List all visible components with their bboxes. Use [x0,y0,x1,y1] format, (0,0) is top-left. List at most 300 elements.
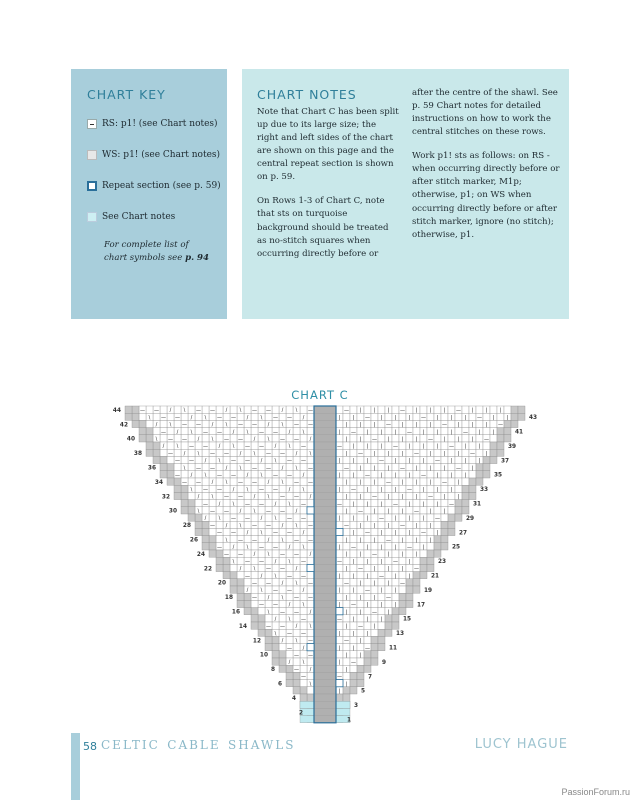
svg-text:—: — [273,602,278,609]
svg-text:—: — [407,486,412,493]
svg-text:|: | [422,515,425,522]
svg-text:|: | [443,450,446,457]
svg-text:—: — [456,407,461,414]
svg-text:|: | [380,414,383,421]
svg-text:—: — [266,522,271,529]
svg-text:|: | [387,465,390,472]
key-item-label: See Chart notes [102,211,176,222]
svg-text:\: \ [246,486,249,493]
svg-text:|: | [387,551,390,558]
svg-text:|: | [429,479,432,486]
svg-text:\: \ [246,544,249,551]
svg-text:\: \ [218,458,221,465]
svg-text:|: | [345,450,348,457]
svg-text:—: — [435,515,440,522]
svg-text:—: — [379,573,384,580]
svg-text:—: — [280,436,285,443]
svg-text:—: — [344,465,349,472]
row-label-right: 29 [466,515,475,522]
svg-text:|: | [415,465,418,472]
svg-text:|: | [443,436,446,443]
svg-text:\: \ [302,486,305,493]
svg-text:—: — [463,429,468,436]
svg-text:|: | [429,422,432,429]
svg-text:—: — [273,486,278,493]
svg-text:|: | [359,594,362,601]
svg-text:|: | [492,414,495,421]
svg-text:/: / [225,407,228,414]
svg-text:/: / [309,436,312,443]
svg-text:/: / [162,443,165,450]
svg-text:|: | [394,587,397,594]
svg-text:—: — [231,414,236,421]
svg-text:/: / [267,422,270,429]
row-label-left: 28 [182,523,191,530]
svg-text:\: \ [190,486,193,493]
svg-text:/: / [260,573,263,580]
svg-text:|: | [450,458,453,465]
svg-text:\: \ [302,602,305,609]
svg-text:—: — [400,580,405,587]
svg-text:|: | [380,616,383,623]
row-label-left: 22 [203,566,212,573]
svg-text:/: / [274,501,277,508]
svg-text:—: — [337,501,342,508]
svg-text:\: \ [190,429,193,436]
svg-text:|: | [387,580,390,587]
row-label-left: 16 [231,609,240,616]
svg-text:—: — [407,429,412,436]
svg-text:\: \ [176,443,179,450]
svg-text:/: / [309,551,312,558]
svg-text:—: — [294,666,299,673]
svg-text:—: — [266,407,271,414]
svg-text:/: / [246,472,249,479]
svg-text:/: / [288,429,291,436]
svg-text:|: | [338,515,341,522]
svg-text:\: \ [260,530,263,537]
svg-text:/: / [267,537,270,544]
key-item-ws [87,148,221,161]
svg-text:—: — [287,587,292,594]
svg-text:|: | [352,616,355,623]
svg-text:|: | [380,530,383,537]
svg-text:/: / [281,465,284,472]
svg-text:—: — [301,515,306,522]
row-label-left: 34 [154,479,163,486]
svg-text:|: | [408,501,411,508]
svg-text:—: — [428,494,433,501]
svg-text:—: — [484,436,489,443]
svg-text:|: | [401,422,404,429]
row-label-left: 18 [224,595,233,602]
svg-text:|: | [345,422,348,429]
notes-paragraph: after the centre of the shawl. See p. 59 Chart notes for detailed instructions on how to work the central stitches on these rows. [412,88,558,138]
svg-text:/: / [218,443,221,450]
svg-text:|: | [387,566,390,573]
svg-text:\: \ [225,479,228,486]
svg-text:|: | [359,551,362,558]
svg-text:|: | [429,407,432,414]
svg-text:—: — [301,573,306,580]
svg-text:/: / [246,530,249,537]
svg-text:—: — [294,479,299,486]
svg-text:—: — [308,465,313,472]
row-label-left: 2 [298,710,303,717]
svg-text:|: | [394,429,397,436]
row-label-right: 15 [403,616,412,623]
svg-text:|: | [436,486,439,493]
svg-text:—: — [280,566,285,573]
svg-text:|: | [436,443,439,450]
row-label-right: 17 [417,602,426,609]
svg-text:|: | [387,494,390,501]
svg-text:—: — [442,479,447,486]
svg-text:—: — [217,544,222,551]
svg-text:|: | [359,638,362,645]
svg-text:|: | [394,486,397,493]
svg-text:—: — [414,508,419,515]
row-label-right: 25 [452,544,461,551]
svg-text:|: | [443,465,446,472]
row-label-left: 30 [168,508,177,515]
svg-text:—: — [301,501,306,508]
svg-text:—: — [217,414,222,421]
svg-text:|: | [345,609,348,616]
svg-text:\: \ [302,429,305,436]
svg-text:/: / [253,551,256,558]
svg-text:—: — [308,422,313,429]
svg-text:|: | [366,544,369,551]
svg-text:|: | [401,494,404,501]
svg-text:|: | [338,630,341,637]
svg-text:\: \ [288,616,291,623]
svg-text:\: \ [239,522,242,529]
author-name: LUCY HAGUE [474,737,568,752]
row-label-right: 23 [438,559,447,566]
svg-text:—: — [224,494,229,501]
svg-text:|: | [471,436,474,443]
row-label-right: 9 [382,659,387,666]
svg-text:—: — [224,508,229,515]
svg-text:|: | [485,450,488,457]
svg-text:/: / [225,465,228,472]
notes-paragraph: Work p1! sts as follows: on RS - when occurring directly before or after stitch marker, M1p; otherwise, p1; on WS when occurring directly before or after stitch marker, ignore (no stitch); otherwise, p1. [412,151,560,240]
svg-text:|: | [436,530,439,537]
svg-text:|: | [373,422,376,429]
chart-key-panel [71,69,227,319]
svg-text:—: — [337,558,342,565]
svg-text:—: — [273,414,278,421]
svg-text:|: | [401,566,404,573]
svg-text:\: \ [295,407,298,414]
svg-text:/: / [274,558,277,565]
svg-text:|: | [366,486,369,493]
svg-text:|: | [352,443,355,450]
svg-text:/: / [211,422,214,429]
svg-text:|: | [429,508,432,515]
svg-text:|: | [338,602,341,609]
row-label-right: 33 [480,487,489,494]
svg-text:—: — [273,544,278,551]
row-label-left: 44 [112,407,121,414]
row-label-right: 37 [501,458,510,465]
svg-text:—: — [358,623,363,630]
svg-text:—: — [308,407,313,414]
svg-text:\: \ [239,465,242,472]
row-label-left: 24 [196,551,205,558]
svg-text:|: | [359,407,362,414]
rs-p1-symbol-icon [87,119,97,129]
notes-column-1 [257,106,399,272]
svg-text:/: / [281,407,284,414]
svg-text:—: — [400,407,405,414]
svg-text:\: \ [281,537,284,544]
row-label-right: 41 [515,429,524,436]
svg-text:/: / [288,602,291,609]
svg-text:—: — [210,522,215,529]
svg-text:|: | [408,573,411,580]
svg-text:|: | [345,494,348,501]
row-label-left: 12 [252,638,261,645]
svg-text:|: | [394,573,397,580]
svg-text:—: — [168,436,173,443]
svg-text:|: | [338,587,341,594]
svg-text:|: | [408,530,411,537]
svg-text:/: / [302,587,305,594]
svg-text:—: — [161,414,166,421]
book-title: celtic cable shawls [101,734,296,754]
row-label-left: 20 [217,580,226,587]
svg-text:—: — [393,443,398,450]
svg-text:—: — [280,450,285,457]
svg-text:|: | [436,501,439,508]
svg-text:—: — [245,515,250,522]
svg-text:—: — [386,537,391,544]
svg-text:|: | [352,414,355,421]
svg-text:—: — [259,602,264,609]
svg-text:|: | [373,522,376,529]
svg-text:—: — [154,407,159,414]
svg-text:|: | [352,472,355,479]
svg-text:/: / [204,458,207,465]
svg-text:—: — [301,630,306,637]
svg-text:|: | [429,450,432,457]
svg-text:|: | [373,479,376,486]
svg-text:—: — [161,429,166,436]
svg-text:—: — [294,652,299,659]
svg-text:|: | [422,544,425,551]
svg-text:/: / [309,666,312,673]
svg-text:|: | [394,414,397,421]
footnote-page-ref: p. 94 [185,253,210,264]
svg-text:—: — [266,566,271,573]
svg-text:—: — [210,508,215,515]
svg-text:\: \ [274,458,277,465]
svg-text:/: / [232,544,235,551]
svg-text:|: | [415,551,418,558]
svg-text:—: — [287,515,292,522]
svg-text:|: | [380,429,383,436]
svg-text:|: | [352,587,355,594]
svg-text:—: — [217,429,222,436]
svg-text:—: — [231,458,236,465]
svg-text:\: \ [260,472,263,479]
svg-text:—: — [196,479,201,486]
svg-text:|: | [359,580,362,587]
svg-text:|: | [366,630,369,637]
svg-text:/: / [267,594,270,601]
svg-text:|: | [352,630,355,637]
svg-text:|: | [366,602,369,609]
svg-text:|: | [478,443,481,450]
svg-text:—: — [351,602,356,609]
svg-text:/: / [302,645,305,652]
svg-text:/: / [197,494,200,501]
svg-text:\: \ [295,580,298,587]
svg-text:|: | [366,443,369,450]
svg-text:/: / [302,472,305,479]
svg-text:/: / [302,414,305,421]
svg-text:\: \ [309,623,312,630]
svg-text:|: | [338,573,341,580]
svg-text:—: — [301,458,306,465]
svg-text:—: — [393,558,398,565]
svg-text:|: | [408,558,411,565]
svg-text:—: — [337,674,342,681]
svg-text:/: / [204,515,207,522]
svg-text:—: — [217,486,222,493]
svg-text:—: — [182,436,187,443]
key-item-repeat [87,179,221,192]
svg-text:—: — [252,594,257,601]
svg-text:|: | [373,594,376,601]
svg-text:|: | [345,652,348,659]
svg-text:—: — [175,472,180,479]
svg-text:/: / [239,508,242,515]
svg-text:/: / [190,472,193,479]
svg-text:|: | [415,436,418,443]
svg-text:—: — [435,458,440,465]
svg-text:\: \ [246,429,249,436]
row-label-right: 43 [529,415,538,422]
svg-text:|: | [450,472,453,479]
svg-text:\: \ [253,450,256,457]
svg-text:—: — [365,414,370,421]
ws-p1-symbol-icon [87,150,97,160]
svg-text:—: — [308,537,313,544]
svg-text:/: / [288,486,291,493]
svg-text:—: — [456,465,461,472]
svg-text:|: | [464,472,467,479]
svg-text:|: | [436,414,439,421]
svg-text:—: — [280,551,285,558]
svg-text:|: | [422,429,425,436]
svg-text:—: — [358,508,363,515]
svg-text:—: — [140,407,145,414]
chart-notes-title: CHART NOTES [257,87,357,102]
svg-text:/: / [239,450,242,457]
svg-text:—: — [372,551,377,558]
svg-text:|: | [373,450,376,457]
svg-text:|: | [436,429,439,436]
svg-text:|: | [408,458,411,465]
svg-text:|: | [415,494,418,501]
svg-text:|: | [345,666,348,673]
svg-text:—: — [273,429,278,436]
svg-text:—: — [351,659,356,666]
svg-text:\: \ [260,587,263,594]
svg-text:—: — [344,522,349,529]
chart-title: CHART C [291,388,349,402]
svg-text:|: | [352,458,355,465]
svg-text:—: — [273,472,278,479]
svg-text:—: — [259,544,264,551]
svg-text:\: \ [204,414,207,421]
svg-text:—: — [182,422,187,429]
svg-text:|: | [443,508,446,515]
svg-text:—: — [477,414,482,421]
svg-text:—: — [252,522,257,529]
svg-text:|: | [366,616,369,623]
svg-text:—: — [182,479,187,486]
row-label-left: 36 [147,465,156,472]
row-label-right: 11 [389,645,398,652]
svg-text:|: | [394,515,397,522]
svg-text:—: — [294,594,299,601]
svg-text:\: \ [309,450,312,457]
row-label-left: 4 [291,695,296,702]
svg-text:—: — [224,551,229,558]
svg-text:—: — [168,450,173,457]
svg-text:/: / [295,566,298,573]
svg-text:\: \ [288,558,291,565]
svg-text:|: | [457,422,460,429]
svg-text:/: / [225,522,228,529]
svg-text:|: | [359,479,362,486]
svg-text:\: \ [253,508,256,515]
see-notes-symbol-icon [87,212,97,222]
svg-text:|: | [415,537,418,544]
svg-text:—: — [203,443,208,450]
svg-text:—: — [245,573,250,580]
svg-text:—: — [196,465,201,472]
svg-text:—: — [358,450,363,457]
svg-text:—: — [308,594,313,601]
chart-key-title: CHART KEY [87,87,166,102]
svg-text:/: / [288,659,291,666]
svg-text:|: | [394,530,397,537]
svg-text:|: | [373,465,376,472]
svg-text:\: \ [197,450,200,457]
svg-text:|: | [506,414,509,421]
svg-text:—: — [365,530,370,537]
svg-text:—: — [259,443,264,450]
svg-text:/: / [295,450,298,457]
svg-text:|: | [408,443,411,450]
svg-text:\: \ [197,508,200,515]
svg-text:|: | [387,436,390,443]
row-label-right: 3 [354,703,359,710]
svg-text:\: \ [183,465,186,472]
svg-text:|: | [387,522,390,529]
row-label-left: 14 [238,623,247,630]
svg-text:|: | [422,443,425,450]
svg-text:/: / [253,436,256,443]
svg-text:|: | [345,623,348,630]
svg-text:|: | [464,443,467,450]
svg-text:|: | [380,602,383,609]
